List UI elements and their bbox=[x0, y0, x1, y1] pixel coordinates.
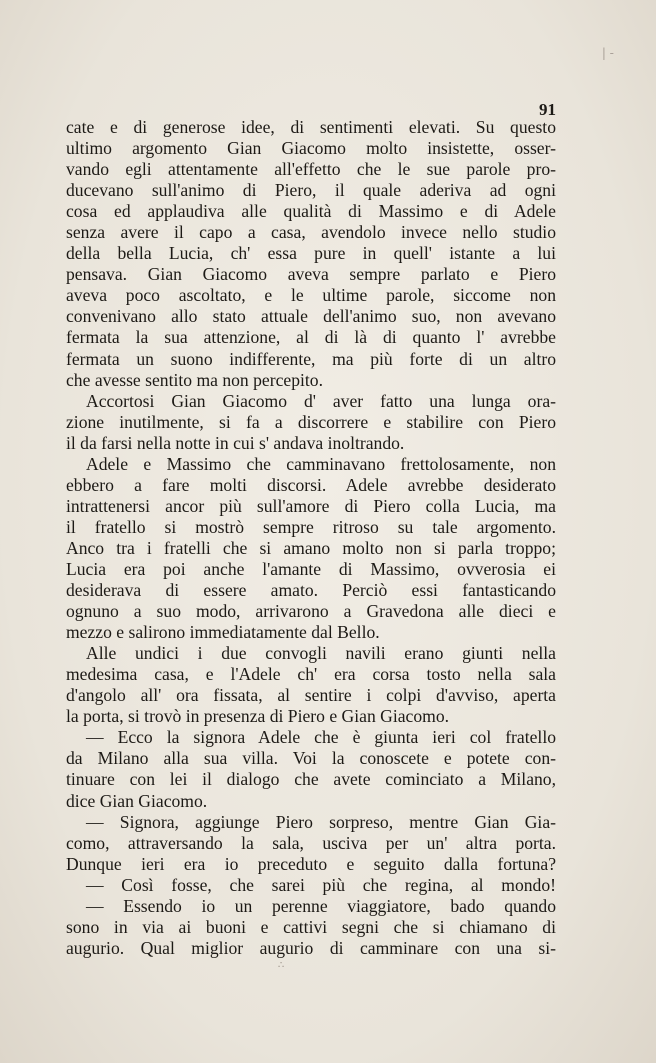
text-line: cosa ed applaudiva alle qualità di Massimo e di Adele bbox=[66, 201, 556, 222]
text-line: Accortosi Gian Giacomo d' aver fatto una lunga ora- bbox=[86, 390, 556, 411]
text-line: il fratello si mostrò sempre ritroso su tale argomento. bbox=[66, 516, 556, 537]
text-line: senza avere il capo a casa, avendolo invece nello studio bbox=[66, 222, 556, 243]
text-line: fermata un suono indifferente, ma più forte di un altro bbox=[66, 348, 556, 369]
text-line: da Milano alla sua villa. Voi la conoscete e potete con- bbox=[66, 748, 556, 769]
text-line: Lucia era poi anche l'amante di Massimo, ovverosia ei bbox=[66, 558, 556, 579]
text-line: — Essendo io un perenne viaggiatore, bado quando bbox=[86, 895, 556, 916]
text-line: il da farsi nella notte in cui s' andava inoltrando. bbox=[66, 432, 405, 453]
text-line: fermata la sua attenzione, al di là di quanto l' avrebbe bbox=[66, 327, 556, 348]
page-number: 91 bbox=[539, 100, 556, 119]
margin-mark: | - bbox=[601, 46, 614, 60]
text-line: desiderava di essere amato. Perciò essi fantasticando bbox=[66, 580, 556, 601]
text-line: ebbero a fare molti discorsi. Adele avrebbe desiderato bbox=[66, 474, 556, 495]
text-line: pensava. Gian Giacomo aveva sempre parlato e Piero bbox=[66, 264, 556, 285]
text-line: — Signora, aggiunge Piero sorpreso, mentre Gian Gia- bbox=[86, 811, 556, 832]
text-line: ultimo argomento Gian Giacomo molto insistette, osser- bbox=[66, 138, 556, 159]
text-line: ognuno a suo modo, arrivarono a Gravedona alle dieci e bbox=[66, 601, 556, 622]
text-line: che avesse sentito ma non percepito. bbox=[66, 369, 323, 390]
text-line: convenivano allo stato attuale dell'animo suo, non avevano bbox=[66, 306, 556, 327]
text-line: Dunque ieri era io preceduto e seguito dalla fortuna? bbox=[66, 853, 556, 874]
text-line: d'angolo all' ora fissata, al sentire i colpi d'avviso, aperta bbox=[66, 685, 556, 706]
text-line: vando egli attentamente all'effetto che le sue parole pro- bbox=[66, 159, 556, 180]
text-line: augurio. Qual miglior augurio di camminare con una si- bbox=[66, 937, 556, 958]
text-line: mezzo e salirono immediatamente dal Bello. bbox=[66, 622, 380, 643]
text-line: — Così fosse, che sarei più che regina, al mondo! bbox=[86, 874, 556, 895]
text-line: aveva poco ascoltato, e le ultime parole, siccome non bbox=[66, 285, 556, 306]
text-line: cate e di generose idee, di sentimenti elevati. Su questo bbox=[66, 117, 556, 137]
text-line: della bella Lucia, ch' essa pure in quell' istante a lui bbox=[66, 243, 556, 264]
text-line: ducevano sull'animo di Piero, il quale aderiva ad ogni bbox=[66, 180, 556, 201]
text-line: dice Gian Giacomo. bbox=[66, 790, 208, 811]
text-line: Adele e Massimo che camminavano frettolosamente, non bbox=[86, 453, 556, 474]
ink-blot: ∴ bbox=[278, 960, 285, 971]
text-line: intrattenersi ancor più sull'amore di Piero colla Lucia, ma bbox=[66, 495, 556, 516]
text-line: medesima casa, e l'Adele ch' era corsa tosto nella sala bbox=[66, 664, 556, 685]
text-line: la porta, si trovò in presenza di Piero e Gian Giacomo. bbox=[66, 706, 450, 727]
text-line: Anco tra i fratelli che si amano molto non si parla troppo; bbox=[66, 537, 556, 558]
text-line: zione inutilmente, si fa a discorrere e stabilire con Piero bbox=[66, 411, 556, 432]
text-line: Alle undici i due convogli navili erano giunti nella bbox=[86, 643, 556, 664]
text-line: como, attraversando la sala, usciva per un' altra porta. bbox=[66, 832, 556, 853]
text-line: sono in via ai buoni e cattivi segni che si chiamano di bbox=[66, 916, 556, 937]
body-text bbox=[66, 117, 556, 959]
text-line: — Ecco la signora Adele che è giunta ieri col fratello bbox=[86, 727, 556, 748]
text-line: tinuare con lei il dialogo che avete cominciato a Milano, bbox=[66, 769, 556, 790]
